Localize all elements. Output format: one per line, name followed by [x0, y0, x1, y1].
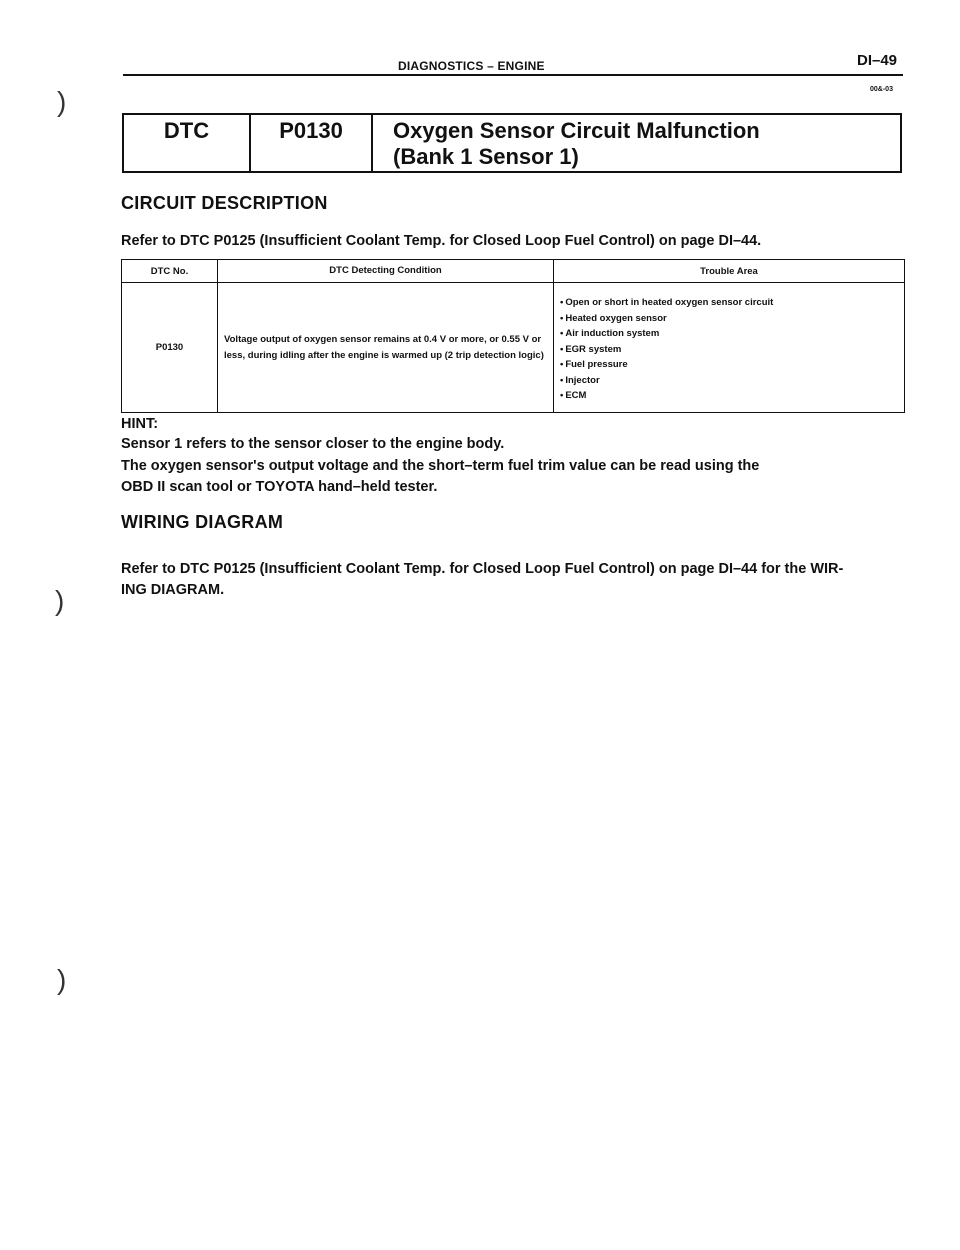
table-cell-dtc-no: P0130: [122, 283, 218, 413]
list-item: • ECM: [560, 388, 898, 404]
circuit-description-heading: CIRCUIT DESCRIPTION: [121, 193, 328, 213]
list-item: • EGR system: [560, 342, 898, 358]
list-item: • Air induction system: [560, 326, 898, 342]
dtc-table: [121, 259, 905, 413]
table-header-trouble-area: Trouble Area: [554, 260, 905, 283]
trouble-area-list: [560, 295, 898, 404]
table-cell-condition: Voltage output of oxygen sensor remains at 0.4 V or more, or 0.55 V or less, during idling after the engine is warmed up (2 trip detection logic): [218, 283, 554, 413]
dtc-title-line2: (Bank 1 Sensor 1): [393, 144, 579, 169]
list-item: • Open or short in heated oxygen sensor circuit: [560, 295, 898, 311]
table-header-row: [122, 260, 905, 283]
margin-mark-top: ): [57, 86, 67, 117]
hint-line3: OBD II scan tool or TOYOTA hand–held tester.: [121, 479, 438, 495]
dtc-label: DTC: [124, 115, 251, 171]
header-rule: [123, 74, 903, 76]
dtc-code: P0130: [251, 115, 373, 171]
margin-mark-bottom: ): [57, 964, 67, 995]
circuit-description-intro: Refer to DTC P0125 (Insufficient Coolant Temp. for Closed Loop Fuel Control) on page DI–44.: [121, 233, 762, 249]
hint-line1: Sensor 1 refers to the sensor closer to the engine body.: [121, 436, 505, 452]
dtc-title-line1: Oxygen Sensor Circuit Malfunction: [393, 118, 760, 143]
table-cell-trouble-area: [554, 283, 905, 413]
header-section-title: DIAGNOSTICS – ENGINE: [398, 59, 545, 73]
table-row: [122, 283, 905, 413]
dtc-title: [373, 115, 900, 171]
margin-mark-middle: ): [55, 585, 65, 616]
document-code: 00&-03: [870, 86, 893, 93]
dtc-title-box: [122, 113, 902, 173]
page-number: DI–49: [857, 52, 898, 69]
table-header-dtc-no: DTC No.: [122, 260, 218, 283]
hint-line2: The oxygen sensor's output voltage and the short–term fuel trim value can be read using the: [121, 458, 760, 474]
hint-label: HINT:: [121, 416, 159, 432]
list-item: • Fuel pressure: [560, 357, 898, 373]
wiring-diagram-line2: ING DIAGRAM.: [121, 582, 225, 598]
list-item: • Injector: [560, 373, 898, 389]
table-header-condition: DTC Detecting Condition: [218, 260, 554, 283]
list-item: • Heated oxygen sensor: [560, 311, 898, 327]
wiring-diagram-line1: Refer to DTC P0125 (Insufficient Coolant Temp. for Closed Loop Fuel Control) on page DI–44 for the WIR-: [121, 561, 844, 577]
wiring-diagram-heading: WIRING DIAGRAM: [121, 512, 284, 532]
